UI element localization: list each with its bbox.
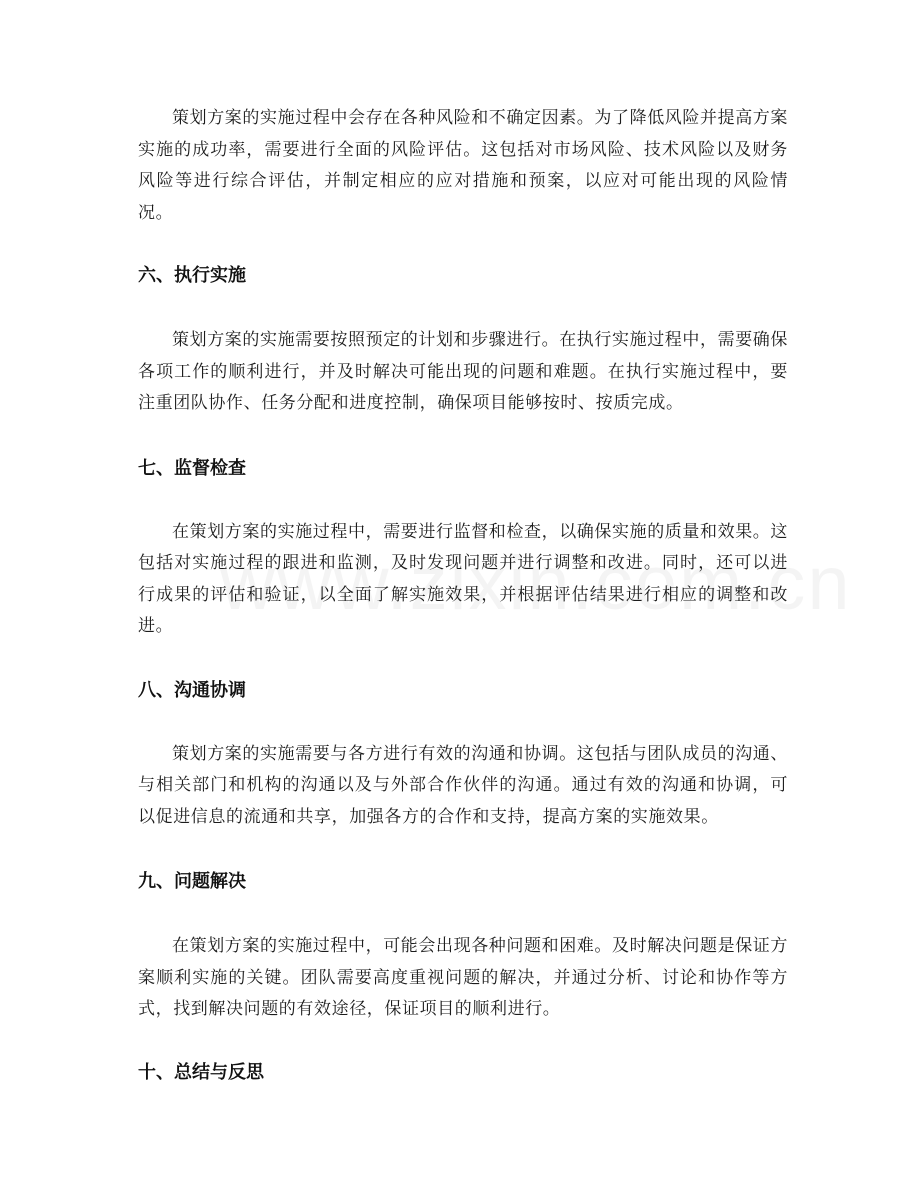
- document-body: [138, 103, 788, 1088]
- section-heading-execution: 六、执行实施: [138, 265, 246, 286]
- supervision-paragraph: 在策划方案的实施过程中，需要进行监督和检查，以确保实施的质量和效果。这包括对实施过程的跟进和监测，及时发现问题并进行调整和改进。同时，还可以进行成果的评估和验证，以全面了解实施效果，并根据评估结果进行相应的调整和改进。: [138, 521, 788, 636]
- section-heading-summary: 十、总结与反思: [138, 1061, 264, 1083]
- problem-solving-paragraph: 在策划方案的实施过程中，可能会出现各种问题和困难。及时解决问题是保证方案顺利实施的关键。团队需要高度重视问题的解决，并通过分析、讨论和协作等方式，找到解决问题的有效途径，保证项目的顺利进行。: [138, 936, 788, 1019]
- section-heading-supervision: 七、监督检查: [138, 457, 246, 479]
- execution-paragraph: 策划方案的实施需要按照预定的计划和步骤进行。在执行实施过程中，需要确保各项工作的顺利进行，并及时解决可能出现的问题和难题。在执行实施过程中，要注重团队协作、任务分配和进度控制，确保项目能够按时、按质完成。: [138, 330, 788, 413]
- section-heading-problem-solving: 九、问题解决: [138, 871, 246, 892]
- communication-paragraph: 策划方案的实施需要与各方进行有效的沟通和协调。这包括与团队成员的沟通、与相关部门和机构的沟通以及与外部合作伙伴的沟通。通过有效的沟通和协调，可以促进信息的流通和共享，加强各方的合作和支持，提高方案的实施效果。: [138, 743, 788, 827]
- section-heading-communication: 八、沟通协调: [138, 679, 246, 701]
- risk-assessment-paragraph: 策划方案的实施过程中会存在各种风险和不确定因素。为了降低风险并提高方案实施的成功率，需要进行全面的风险评估。这包括对市场风险、技术风险以及财务风险等进行综合评估，并制定相应的应对措施和预案，以应对可能出现的风险情况。: [138, 108, 788, 223]
